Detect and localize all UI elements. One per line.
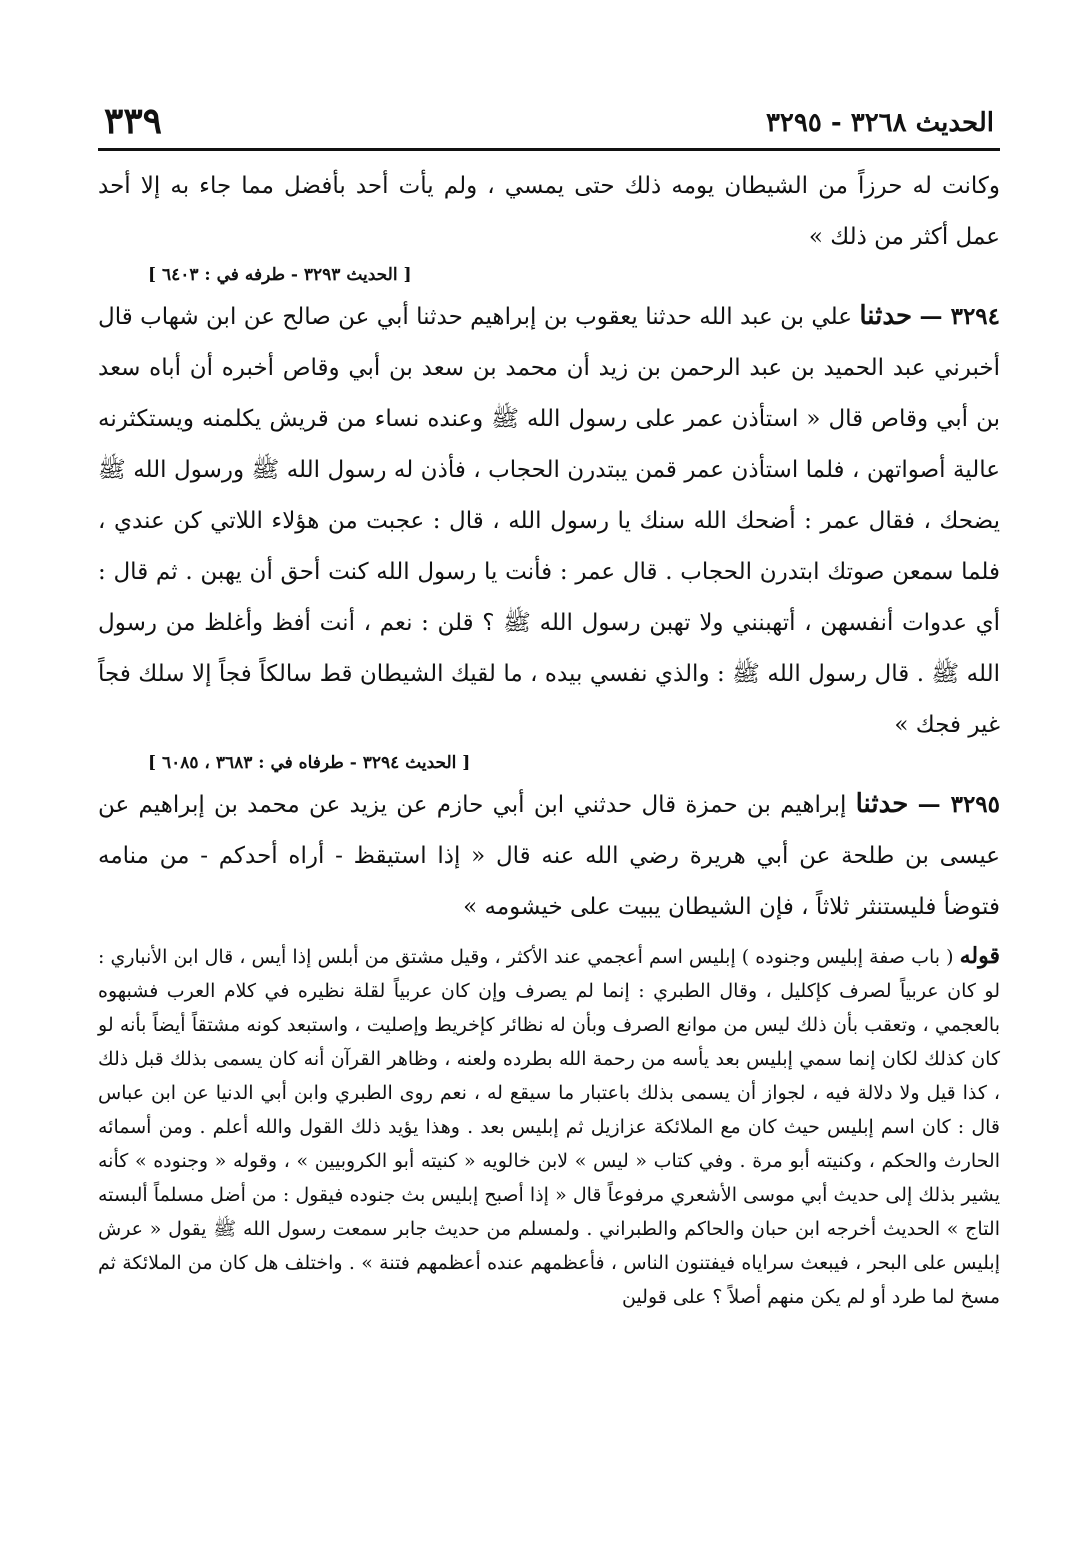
header-rule — [98, 148, 1000, 151]
qawluh-word: قوله — [959, 943, 1001, 969]
hadith-3295-text: إبراهيم بن حمزة قال حدثني ابن أبي حازم عن يزيد عن محمد بن إبراهيم عن عيسى بن طلحة عن أبي هريرة رضي الله عنه قال « إذا استيقظ - أراه أحدكم - من منامه فتوضأ فليستنثر ثلاثاً ، فإن الشيطان يبيت على خيشومه » — [98, 792, 1000, 920]
hadith-range: الحديث ٣٢٦٨ - ٣٢٩٥ — [765, 108, 994, 138]
hadith-3294 — [98, 291, 1000, 751]
page-header — [98, 100, 1000, 144]
hadith-3295-number: ٣٢٩٥ — — [917, 791, 1001, 818]
hadith-3294-text: علي بن عبد الله حدثنا يعقوب بن إبراهيم حدثنا أبي عن صالح عن ابن شهاب قال أخبرني عبد الحميد بن عبد الرحمن بن زيد أن محمد بن سعد بن أبي وقاص أخبره أن أباه سعد بن أبي وقاص قال « استأذن عمر على رسول الله ﷺ وعنده نساء من قريش يكلمنه ويستكثرنه عالية أصواتهن ، فلما استأذن عمر قمن يبتدرن الحجاب ، فأذن له رسول الله ﷺ ورسول الله ﷺ يضحك ، فقال عمر : أضحك الله سنك يا رسول الله ، قال : عجبت من هؤلاء اللاتي كن عندي ، فلما سمعن صوتك ابتدرن الحجاب . قال عمر : فأنت يا رسول الله كنت أحق أن يهبن . ثم قال : أي عدوات أنفسهن ، أتهبنني ولا تهبن رسول الله ﷺ ؟ قلن : نعم ، أنت أفظ وأغلظ من رسول الله ﷺ . قال رسول الله ﷺ : والذي نفسي بيده ، ما لقيك الشيطان قط سالكاً فجاً إلا سلك فجاً غير فجك » — [98, 304, 1000, 738]
haddathana-word: حدثنا — [855, 789, 909, 819]
commentary-section — [98, 939, 1000, 1314]
book-page — [98, 100, 1000, 1500]
hadith-3294-reference: [ الحديث ٣٢٩٤ - طرفاه في : ٣٦٨٣ ، ٦٠٨٥ ] — [148, 753, 471, 773]
haddathana-word: حدثنا — [859, 301, 913, 331]
hadith-3294-number: ٣٢٩٤ — — [919, 303, 1001, 330]
page-number: ٣٣٩ — [104, 100, 163, 142]
hadith-3295 — [98, 779, 1000, 933]
hadith-3293-tail — [98, 161, 1000, 263]
hadith-3293-reference: [ الحديث ٣٢٩٣ - طرفه في : ٦٤٠٣ ] — [148, 265, 412, 285]
commentary-text: ( باب صفة إبليس وجنوده ) إبليس اسم أعجمي عند الأكثر ، وقيل مشتق من أبلس إذا أيس ، قال ابن الأنباري : لو كان عربياً لصرف كإكليل ، وقال الطبري : إنما لم يصرف وإن كان عربياً لقلة نظيره في كلام العرب فشبهوه بالعجمي ، وتعقب بأن ذلك ليس من موانع الصرف وبأن له نظائر كإخريط وإصليت ، واستبعد كونه مشتقاً أيضاً بأنه لو كان كذلك لكان إنما سمي إبليس بعد يأسه من رحمة الله بطرده ولعنه ، وظاهر القرآن أنه كان يسمى بذلك قبل ذلك ، كذا قيل ولا دلالة فيه ، لجواز أن يسمى بذلك باعتبار ما سيقع له ، نعم روى الطبري وابن أبي الدنيا عن ابن عباس قال : كان اسم إبليس حيث كان مع الملائكة عزازيل ثم إبليس بعد . وهذا يؤيد ذلك القول والله أعلم . ومن أسمائه الحارث والحكم ، وكنيته أبو مرة . وفي كتاب « ليس » لابن خالويه « كنيته أبو الكروبيين » ، وقوله « وجنوده » كأنه يشير بذلك إلى حديث أبي موسى الأشعري مرفوعاً قال « إذا أصبح إبليس بث جنوده فيقول : من أضل مسلماً ألبسته التاج » الحديث أخرجه ابن حبان والحاكم والطبراني . ولمسلم من حديث جابر سمعت رسول الله ﷺ يقول « عرش إبليس على البحر ، فيبعث سراياه فيفتنون الناس ، فأعظمهم عنده أعظمهم فتنة » . واختلف هل كان من الملائكة ثم مسخ لما طرد أو لم يكن منهم أصلاً ؟ على قولين — [98, 946, 1000, 1308]
hadith-3293-text: وكانت له حرزاً من الشيطان يومه ذلك حتى يمسي ، ولم يأت أحد بأفضل مما جاء به إلا أحد عمل أكثر من ذلك » — [98, 173, 1000, 250]
